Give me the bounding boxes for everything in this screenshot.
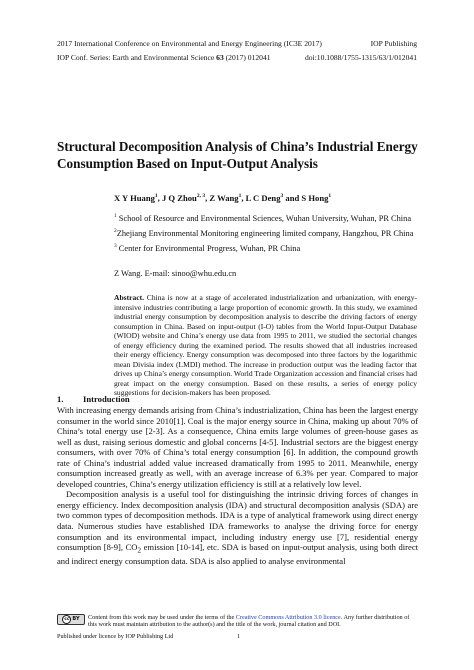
corresponding-email: Z Wang. E-mail: sinoo@whu.edu.cn bbox=[114, 269, 237, 278]
section-body bbox=[57, 405, 418, 567]
author: L C Deng$^3$ bbox=[245, 193, 284, 203]
running-header-citation bbox=[57, 53, 417, 62]
page-number: 1 bbox=[237, 632, 241, 640]
section-number: 1. bbox=[57, 394, 64, 404]
license-link[interactable]: Creative Commons Attribution 3.0 licence bbox=[235, 614, 341, 621]
series-citation: IOP Conf. Series: Earth and Environmental Science 63 (2017) 012041 bbox=[57, 53, 271, 62]
section-title: Introduction bbox=[83, 394, 130, 404]
publisher-line bbox=[57, 633, 418, 640]
abstract-text: China is now at a stage of accelerated industrialization and urbanization, with energy-intensive industries contributing a large proportion of economic growth. In this study, we examined industrial energy consumption by decomposition analysis to describe the driving factors of energy consumption in China. Based on input-output (I-O) tables from the World Input-Output Database (WIOD) website and China’s energy use data from 1995 to 2011, we studied the sectorial changes of energy efficiency during the examined period. The results showed that all industries increased their energy efficiency. Energy consumption was decomposed into three factors by the logarithmic mean Divisia index (LMDI) method. The increase in production output was the leading factor that drives up China’s energy consumption. World Trade Organization accession and financial crises had great impact on the energy consumption. Based on these results, a series of energy policy suggestions for decision-makers has been proposed. bbox=[114, 293, 417, 398]
paragraph: With increasing energy demands arising from China’s industrialization, China has been the largest energy consumer in the world since 2010[1]. Coal is the major energy source in China, making up about 70% of China’s total energy use [2-3]. As a consequence, China emits large volumes of green-house gases as well as dust, raising serious domestic and global concerns [4-5]. Industrial sectors are the biggest energy consumers, with over 70% of China’s total energy consumption [6]. In addition, the compound growth rate of China’s industrial added value increased dramatically from 1995 to 2011. Meanwhile, energy consumption increased greatly as well, with an average increase of 6.3% per year. Compared to major developed countries, China’s energy utilization efficiency is still at a relatively low level. bbox=[57, 405, 418, 489]
paragraph: Decomposition analysis is a useful tool for distinguishing the intrinsic driving forces of changes in energy efficiency. Index decomposition analysis (IDA) and structural decomposition analysis (SDA) are two common types of decomposition methods. IDA is a type of analytical framework using direct energy data. Numerous studies have established IDA frameworks to analyse the driving force for energy consumption and its environmental impact, including industry energy use [7], residential energy consumption [8-9], $CO_2$ emission [10-14], etc. SDA is based on input-output analysis, using both direct and indirect energy consumption data. SDA is also applied to analyse environmental bbox=[57, 489, 418, 567]
running-header-top bbox=[57, 39, 417, 48]
affiliation: $^2$Zhejiang Environmental Monitoring engineering limited company, Hangzhou, PR China bbox=[114, 227, 414, 238]
license-text: Content from this work may be used under the terms of the Creative Commons Attribution 3.0 licence. Any further distribution of this work must maintain attribution to the author(s) and the title of the work, journal citation and DOI. bbox=[88, 614, 410, 629]
author: S Hong$^1$ bbox=[301, 193, 332, 203]
doi: doi:10.1088/1755-1315/63/1/012041 bbox=[304, 53, 417, 62]
publisher-name: IOP Publishing bbox=[370, 39, 417, 48]
page-footer bbox=[57, 614, 418, 640]
conference-name: 2017 International Conference on Environmental and Energy Engineering (IC3E 2017) bbox=[57, 39, 322, 48]
affiliation-list bbox=[114, 211, 424, 256]
paper-title: Structural Decomposition Analysis of China’s Industrial Energy Consumption Based on Input-Output Analysis bbox=[57, 139, 418, 171]
license-notice bbox=[57, 614, 418, 629]
abstract-label: Abstract. bbox=[114, 293, 144, 302]
creative-commons-icon: cc BY bbox=[57, 614, 85, 625]
volume-number: 63 bbox=[216, 53, 224, 62]
affiliation: $^3$ Center for Environmental Progress, Wuhan, PR China bbox=[114, 242, 301, 253]
published-by: Published under licence by IOP Publishing Ltd bbox=[57, 632, 174, 640]
affiliation: $^1$ School of Resource and Environmental Sciences, Wuhan University, Wuhan, PR China bbox=[114, 213, 412, 223]
author: J Q Zhou$^{2, 3}$ bbox=[161, 193, 206, 203]
author: Z Wang$^1$ bbox=[209, 193, 242, 203]
abstract bbox=[114, 293, 417, 398]
section-heading bbox=[57, 394, 130, 404]
author: X Y Huang$^1$ bbox=[114, 193, 158, 203]
author-list: X Y Huang$^1$, J Q Zhou$^{2, 3}$, Z Wang$^1$, L C Deng$^3$ and S Hong$^1$ bbox=[114, 193, 332, 203]
